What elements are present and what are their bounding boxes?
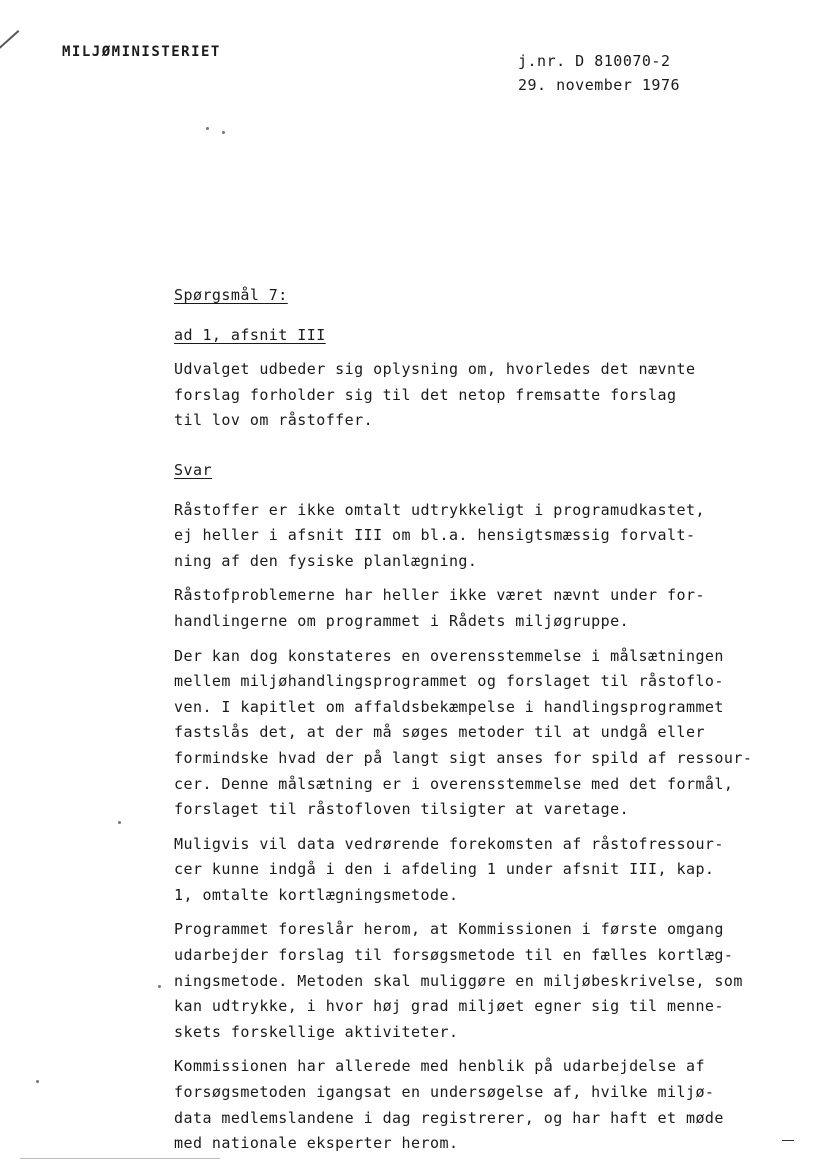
handwritten-slash-mark	[0, 30, 19, 89]
scan-speck	[158, 985, 161, 988]
document-body	[174, 283, 774, 1157]
text-line: ning af den fysiske planlægning.	[174, 551, 478, 570]
text-line: cer kunne indgå i den i afdeling 1 under afsnit III, kap.	[174, 860, 715, 879]
page-dash-mark	[782, 1140, 794, 1141]
journal-number: j.nr. D 810070-2	[518, 52, 671, 70]
text-line: forslaget til råstofloven tilsigter at varetage.	[174, 800, 630, 819]
text-line: til lov om råstoffer.	[174, 411, 374, 430]
scan-speck	[118, 821, 121, 824]
text-line: fastslås det, at der må søges metoder til at undgå eller	[174, 723, 705, 742]
text-line: Muligvis vil data vedrørende forekomsten af råstofressour-	[174, 834, 724, 853]
text-line: forslag forholder sig til det netop fremsatte forslag	[174, 385, 677, 404]
text-line: Programmet foreslår herom, at Kommissionen i første omgang	[174, 920, 724, 939]
text-line: ningsmetode. Metoden skal muliggøre en miljøbeskrivelse, som	[174, 971, 743, 990]
text-line: Udvalget udbeder sig oplysning om, hvorledes det nævnte	[174, 360, 696, 379]
text-line: handlingerne om programmet i Rådets miljøgruppe.	[174, 611, 630, 630]
text-line: Råstoffer er ikke omtalt udtrykkeligt i programudkastet,	[174, 500, 705, 519]
text-line: mellem miljøhandlingsprogrammet og forslaget til råstoflo-	[174, 672, 724, 691]
answer-paragraph	[174, 832, 774, 909]
text-line: 1, omtalte kortlægningsmetode.	[174, 885, 459, 904]
text-line: Råstofproblemerne har heller ikke været nævnt under for-	[174, 586, 705, 605]
answer-paragraph	[174, 583, 774, 634]
question-heading: Spørgsmål 7:	[174, 286, 288, 304]
ministry-letterhead: MILJØMINISTERIET	[62, 44, 221, 60]
text-line: med nationale eksperter herom.	[174, 1134, 459, 1153]
text-line: ven. I kapitlet om affaldsbekæmpelse i handlingsprogrammet	[174, 697, 724, 716]
answer-paragraph	[174, 1054, 774, 1156]
reference-block	[518, 49, 680, 97]
scan-speck	[206, 127, 209, 130]
text-line: udarbejder forslag til forsøgsmetode til en fælles kortlæg-	[174, 946, 734, 965]
question-text	[174, 357, 774, 434]
text-line: data medlemslandene i dag registrerer, og har haft et møde	[174, 1108, 724, 1127]
text-line: cer. Denne målsætning er i overensstemmelse med det formål,	[174, 774, 734, 793]
answer-paragraph	[174, 644, 774, 823]
scan-speck	[222, 131, 225, 134]
document-date: 29. november 1976	[518, 76, 681, 94]
answer-paragraph	[174, 498, 774, 575]
answer-heading: Svar	[174, 460, 212, 479]
question-subheading: ad 1, afsnit III	[174, 325, 326, 344]
text-line: Der kan dog konstateres en overensstemmelse i målsætningen	[174, 646, 724, 665]
text-line: kan udtrykke, i hvor høj grad miljøet egner sig til menne-	[174, 997, 724, 1016]
text-line: ej heller i afsnit III om bl.a. hensigtsmæssig forvalt-	[174, 526, 696, 545]
scan-edge-line	[20, 1158, 220, 1159]
text-line: forsøgsmetoden igangsat en undersøgelse af, hvilke miljø-	[174, 1083, 715, 1102]
text-line: Kommissionen har allerede med henblik på udarbejdelse af	[174, 1057, 705, 1076]
text-line: skets forskellige aktiviteter.	[174, 1022, 459, 1041]
text-line: formindske hvad der på langt sigt anses for spild af ressour-	[174, 748, 753, 767]
answer-paragraph	[174, 917, 774, 1045]
scan-speck	[36, 1080, 39, 1083]
